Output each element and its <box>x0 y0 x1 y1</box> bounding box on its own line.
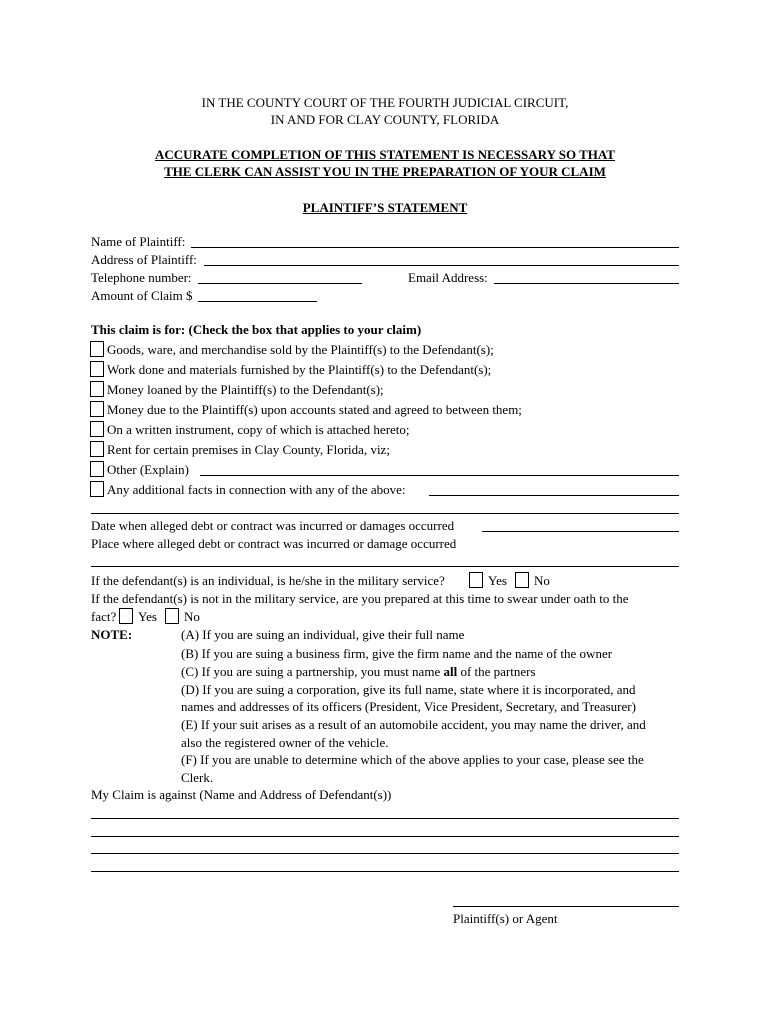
military-no-checkbox[interactable] <box>515 572 529 588</box>
military-yes-checkbox[interactable] <box>469 572 483 588</box>
date-label: Date when alleged debt or contract was incurred or damages occurred <box>91 518 455 533</box>
claim-checkbox-goods[interactable] <box>90 341 104 357</box>
note-e-line-2: also the registered owner of the vehicle. <box>181 735 389 750</box>
additional-facts-line[interactable] <box>429 495 679 496</box>
note-d-line-1: (D) If you are suing a corporation, give its full name, state where it is incorporated, and <box>181 682 636 697</box>
claim-checkbox-work[interactable] <box>90 361 104 377</box>
amount-line[interactable] <box>198 301 317 302</box>
email-label: Email Address: <box>408 270 488 285</box>
note-c <box>181 664 536 680</box>
note-a: (A) If you are suing an individual, give their full name <box>181 627 465 642</box>
oath-no-checkbox[interactable] <box>165 608 179 624</box>
notice-line-1: ACCURATE COMPLETION OF THIS STATEMENT IS NECESSARY SO THAT <box>155 147 615 162</box>
defendant-line-1[interactable] <box>91 818 679 819</box>
claim-option-instrument: On a written instrument, copy of which is attached hereto; <box>107 422 410 437</box>
claim-option-accounts: Money due to the Plaintiff(s) upon accounts stated and agreed to between them; <box>107 402 522 417</box>
claim-checkbox-instrument[interactable] <box>90 421 104 437</box>
claim-checkbox-rent[interactable] <box>90 441 104 457</box>
oath-no-label: No <box>184 609 200 624</box>
military-question-2: If the defendant(s) is not in the military service, are you prepared at this time to swear under oath to the <box>91 591 629 606</box>
claim-heading: This claim is for: (Check the box that applies to your claim) <box>91 322 422 337</box>
military-question-1: If the defendant(s) is an individual, is he/she in the military service? <box>91 573 445 588</box>
place-line[interactable] <box>91 566 679 567</box>
note-label: NOTE: <box>91 627 133 642</box>
oath-yes-label: Yes <box>138 609 157 624</box>
court-line-1: IN THE COUNTY COURT OF THE FOURTH JUDICIAL CIRCUIT, <box>201 95 569 110</box>
note-d-line-2: names and addresses of its officers (President, Vice President, Secretary, and Treasurer) <box>181 699 636 714</box>
plaintiff-name-label: Name of Plaintiff: <box>91 234 186 249</box>
page-title: PLAINTIFF’S STATEMENT <box>302 200 468 215</box>
other-explain-line[interactable] <box>200 475 679 476</box>
claim-option-goods: Goods, ware, and merchandise sold by the Plaintiff(s) to the Defendant(s); <box>107 342 494 357</box>
military-no-label: No <box>534 573 550 588</box>
note-f-line-1: (F) If you are unable to determine which of the above applies to your case, please see the <box>181 752 644 767</box>
amount-label: Amount of Claim $ <box>91 288 193 303</box>
claim-option-additional: Any additional facts in connection with any of the above: <box>107 482 406 497</box>
claim-checkbox-other[interactable] <box>90 461 104 477</box>
claim-against-label: My Claim is against (Name and Address of Defendant(s)) <box>91 787 392 802</box>
signature-label: Plaintiff(s) or Agent <box>453 911 558 926</box>
note-f-line-2: Clerk. <box>181 770 214 785</box>
defendant-line-2[interactable] <box>91 836 679 837</box>
additional-facts-line-2[interactable] <box>91 513 679 514</box>
plaintiff-address-label: Address of Plaintiff: <box>91 252 197 267</box>
military-question-2-fact: fact? <box>91 609 117 624</box>
claim-checkbox-loan[interactable] <box>90 381 104 397</box>
court-line-2: IN AND FOR CLAY COUNTY, FLORIDA <box>270 112 500 127</box>
defendant-line-4[interactable] <box>91 871 679 872</box>
plaintiff-name-line[interactable] <box>191 247 679 248</box>
note-c-bold: all <box>443 664 458 679</box>
signature-line[interactable] <box>453 906 679 907</box>
telephone-label: Telephone number: <box>91 270 192 285</box>
claim-option-work: Work done and materials furnished by the Plaintiff(s) to the Defendant(s); <box>107 362 492 377</box>
note-b: (B) If you are suing a business firm, give the firm name and the name of the owner <box>181 646 613 661</box>
plaintiff-address-line[interactable] <box>204 265 679 266</box>
claim-option-rent: Rent for certain premises in Clay County, Florida, viz; <box>107 442 390 457</box>
email-line[interactable] <box>494 283 679 284</box>
telephone-line[interactable] <box>198 283 362 284</box>
note-c-before: (C) If you are suing a partnership, you must name <box>181 664 444 679</box>
claim-option-other: Other (Explain) <box>107 462 189 477</box>
claim-option-loan: Money loaned by the Plaintiff(s) to the Defendant(s); <box>107 382 384 397</box>
note-e-line-1: (E) If your suit arises as a result of an automobile accident, you may name the driver, and <box>181 717 646 732</box>
military-yes-label: Yes <box>488 573 507 588</box>
defendant-line-3[interactable] <box>91 853 679 854</box>
note-c-after: of the partners <box>457 664 536 679</box>
date-line[interactable] <box>482 531 679 532</box>
claim-checkbox-accounts[interactable] <box>90 401 104 417</box>
place-label: Place where alleged debt or contract was incurred or damage occurred <box>91 536 457 551</box>
notice-line-2: THE CLERK CAN ASSIST YOU IN THE PREPARATION OF YOUR CLAIM <box>164 164 606 179</box>
oath-yes-checkbox[interactable] <box>119 608 133 624</box>
claim-checkbox-additional[interactable] <box>90 481 104 497</box>
